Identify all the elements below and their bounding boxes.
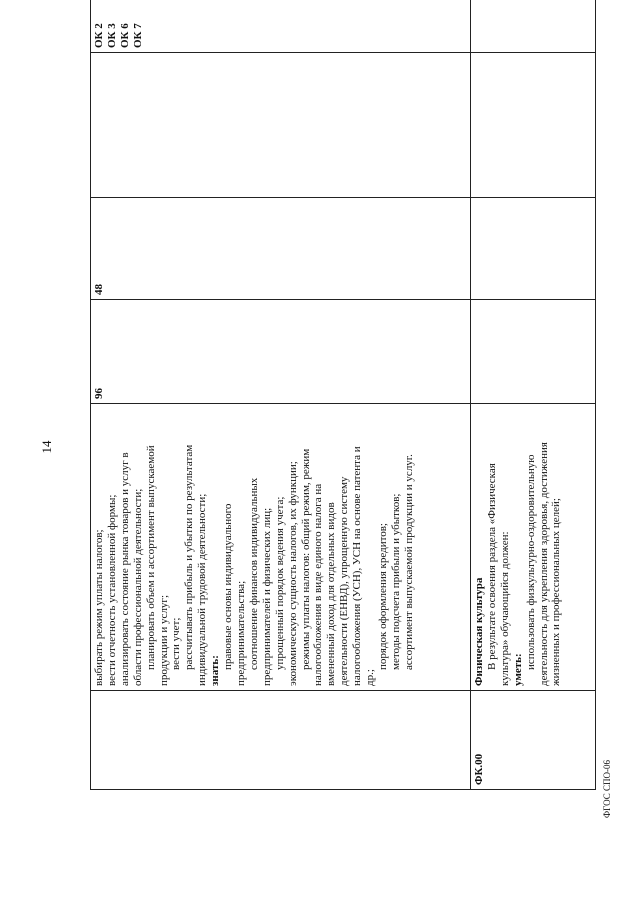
text-line: культура» обучающийся должен: (498, 531, 511, 686)
row1-code-cell (91, 691, 471, 790)
table-row (471, 0, 596, 790)
table-row (91, 0, 471, 790)
text-line: экономическую сущность налогов, их функции; (286, 461, 299, 686)
row1-max-hours (91, 300, 471, 404)
text-line: предпринимательства; (234, 580, 247, 686)
row2-disciplines (471, 53, 596, 198)
row1-disciplines (91, 53, 471, 198)
text-line: предпринимателей и физических лиц; (260, 507, 273, 686)
row2-competencies (471, 0, 596, 53)
text-line: вести учет; (170, 617, 183, 670)
row1-competencies (91, 0, 471, 53)
text-line: деятельность для укрепления здоровья, достижения (537, 442, 550, 686)
footer-standard-code: ФГОС СПО-06 (602, 760, 612, 818)
text-line: правовые основы индивидуального (222, 503, 235, 670)
text-line: др.; (364, 669, 377, 686)
competency-table (90, 0, 596, 790)
row1-text-cell (91, 404, 471, 691)
competency-code: ОК 6 (118, 23, 131, 48)
row2-text-lines (473, 408, 563, 686)
text-line: вмененный доход для отдельных видов (325, 502, 338, 686)
text-line: продукции и услуг; (157, 595, 170, 686)
text-line: индивидуальной трудовой деятельности; (196, 493, 209, 686)
text-line: области профессиональной деятельности; (131, 488, 144, 686)
max-hours-value: 96 (93, 388, 105, 399)
text-line: налогообложения в виде единого налога на (312, 483, 325, 686)
text-line: использовать физкультурно-оздоровительную (524, 454, 537, 670)
competency-code: ОК 2 (93, 23, 105, 48)
text-line: налогообложения (УСН), УСН на основе патента и (351, 446, 364, 686)
row2-max-hours (471, 300, 596, 404)
row2-text-cell (471, 404, 596, 691)
text-line: соотношение финансов индивидуальных (247, 477, 260, 670)
text-line: порядок оформления кредитов; (376, 523, 389, 670)
row1-text-lines (93, 408, 416, 686)
text-line: уметь: (511, 653, 524, 686)
text-line: знать: (209, 655, 222, 686)
page-number: 14 (39, 440, 54, 454)
standard-table-rotated (90, 23, 595, 790)
text-line: планировать объем и ассортимент выпускаемой (144, 445, 157, 670)
text-line: анализировать состояние рынка товаров и услуг в (118, 452, 131, 686)
text-line: вести отчетность установленной формы; (105, 494, 118, 686)
required-hours-value: 48 (93, 284, 105, 295)
row2-code-cell: ФК.00 (471, 691, 596, 790)
text-line: В результате освоения раздела «Физическая (485, 463, 498, 670)
text-line: жизненных и профессиональных целей; (550, 498, 563, 686)
row2-required-hours (471, 198, 596, 300)
text-line: деятельности (ЕНВД), упрощенную систему (338, 476, 351, 686)
text-line: ассортимент выпускаемой продукции и услуг. (402, 454, 415, 670)
text-line: выбирать режим уплаты налогов; (93, 529, 105, 686)
text-line: Физическая культура (473, 577, 485, 686)
text-line: упрощенный порядок ведения учета; (273, 496, 286, 670)
competency-code: ОК 7 (131, 23, 144, 48)
row1-required-hours (91, 198, 471, 300)
competency-code: ОК 3 (105, 23, 118, 48)
text-line: рассчитывать прибыль и убытки по результатам (183, 444, 196, 670)
text-line: режимы уплаты налогов: общий режим, режим (299, 448, 312, 670)
text-line: методы подсчета прибыли и убытков; (389, 493, 402, 670)
